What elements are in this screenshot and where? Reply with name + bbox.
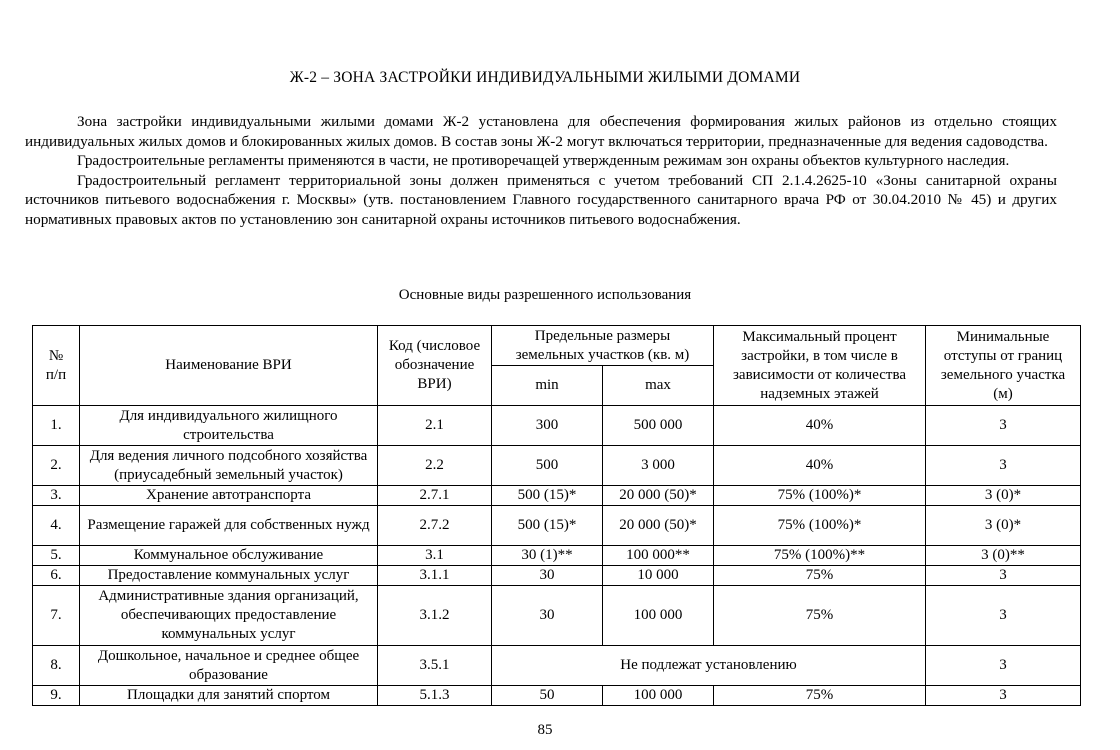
cell-num: 8. <box>33 646 80 686</box>
table-body <box>33 406 1081 706</box>
cell-min: 30 <box>492 566 603 586</box>
cell-max: 20 000 (50)* <box>603 506 714 546</box>
cell-min: 30 (1)** <box>492 546 603 566</box>
table-row <box>33 546 1081 566</box>
cell-code: 3.5.1 <box>378 646 492 686</box>
cell-setback: 3 <box>926 646 1081 686</box>
table-row <box>33 446 1081 486</box>
cell-setback: 3 (0)* <box>926 486 1081 506</box>
cell-name: Для ведения личного подсобного хозяйства (приусадебный земельный участок) <box>80 446 378 486</box>
cell-setback: 3 (0)* <box>926 506 1081 546</box>
header-min: min <box>492 366 603 406</box>
cell-name: Размещение гаражей для собственных нужд <box>80 506 378 546</box>
cell-min: 50 <box>492 686 603 706</box>
cell-percent: 75% <box>714 686 926 706</box>
cell-name: Административные здания организаций, обеспечивающих предоставление коммунальных услуг <box>80 586 378 646</box>
cell-num: 1. <box>33 406 80 446</box>
cell-code: 3.1.1 <box>378 566 492 586</box>
cell-code: 2.7.2 <box>378 506 492 546</box>
cell-percent: 75% (100%)** <box>714 546 926 566</box>
cell-num: 5. <box>33 546 80 566</box>
cell-percent: 75% <box>714 566 926 586</box>
header-percent: Максимальный процент застройки, в том числе в зависимости от количества надземных этажей <box>714 326 926 406</box>
header-code: Код (числовое обозначение ВРИ) <box>378 326 492 406</box>
cell-max: 100 000** <box>603 546 714 566</box>
cell-min: 500 (15)* <box>492 486 603 506</box>
cell-code: 2.7.1 <box>378 486 492 506</box>
cell-percent: 75% <box>714 586 926 646</box>
cell-code: 2.2 <box>378 446 492 486</box>
cell-max: 3 000 <box>603 446 714 486</box>
cell-setback: 3 <box>926 586 1081 646</box>
cell-max: 500 000 <box>603 406 714 446</box>
cell-name: Предоставление коммунальных услуг <box>80 566 378 586</box>
permitted-use-table <box>32 325 1081 706</box>
table-title: Основные виды разрешенного использования <box>398 287 692 303</box>
header-sizes: Предельные размеры земельных участков (кв. м) <box>492 326 714 366</box>
page-title: Ж-2 – ЗОНА ЗАСТРОЙКИ ИНДИВИДУАЛЬНЫМИ ЖИЛЫМИ ДОМАМИ <box>289 69 801 86</box>
page-number: 85 <box>537 722 553 738</box>
cell-name: Для индивидуального жилищного строительства <box>80 406 378 446</box>
cell-min: 30 <box>492 586 603 646</box>
cell-name: Коммунальное обслуживание <box>80 546 378 566</box>
cell-max: 100 000 <box>603 686 714 706</box>
cell-num: 7. <box>33 586 80 646</box>
intro-text <box>25 112 1057 230</box>
table-row <box>33 646 1081 686</box>
cell-num: 6. <box>33 566 80 586</box>
table-row <box>33 506 1081 546</box>
header-num: № п/п <box>33 326 80 406</box>
header-name: Наименование ВРИ <box>80 326 378 406</box>
table-row <box>33 586 1081 646</box>
cell-num: 2. <box>33 446 80 486</box>
paragraph-3: Градостроительный регламент территориальной зоны должен применяться с учетом требований СП 2.1.4.2625-10 «Зоны санитарной охраны источников питьевого водоснабжения г. Москвы» (утв. постановлением Главного государственного санитарного врача РФ от 30.04.2010 № 45) и других нормативных правовых актов по установлению зон санитарной охраны источников питьевого водоснабжения. <box>25 171 1057 228</box>
cell-setback: 3 <box>926 406 1081 446</box>
paragraph-2: Градостроительные регламенты применяются в части, не противоречащей утвержденным режимам зон охраны объектов культурного наследия. <box>77 152 1010 170</box>
cell-min: 300 <box>492 406 603 446</box>
table-row <box>33 566 1081 586</box>
cell-code: 3.1.2 <box>378 586 492 646</box>
cell-code: 5.1.3 <box>378 686 492 706</box>
cell-setback: 3 <box>926 446 1081 486</box>
cell-name: Площадки для занятий спортом <box>80 686 378 706</box>
table-row <box>33 406 1081 446</box>
cell-name: Дошкольное, начальное и среднее общее образование <box>80 646 378 686</box>
cell-percent: 40% <box>714 446 926 486</box>
cell-code: 3.1 <box>378 546 492 566</box>
cell-percent: 75% (100%)* <box>714 486 926 506</box>
cell-setback: 3 <box>926 686 1081 706</box>
paragraph-1: Зона застройки индивидуальными жилыми домами Ж-2 установлена для обеспечения формирования жилых районов из отдельно стоящих индивидуальных жилых домов и блокированных жилых домов. В состав зоны Ж-2 могут включаться территории, предназначенные для ведения садоводства. <box>25 113 1057 150</box>
cell-max: 100 000 <box>603 586 714 646</box>
table-row <box>33 686 1081 706</box>
cell-num: 4. <box>33 506 80 546</box>
cell-min: 500 <box>492 446 603 486</box>
cell-setback: 3 (0)** <box>926 546 1081 566</box>
cell-setback: 3 <box>926 566 1081 586</box>
cell-min: 500 (15)* <box>492 506 603 546</box>
header-max: max <box>603 366 714 406</box>
cell-merged: Не подлежат установлению <box>492 646 926 686</box>
cell-max: 10 000 <box>603 566 714 586</box>
cell-max: 20 000 (50)* <box>603 486 714 506</box>
cell-percent: 75% (100%)* <box>714 506 926 546</box>
cell-percent: 40% <box>714 406 926 446</box>
cell-num: 9. <box>33 686 80 706</box>
table-row <box>33 486 1081 506</box>
cell-code: 2.1 <box>378 406 492 446</box>
cell-name: Хранение автотранспорта <box>80 486 378 506</box>
cell-num: 3. <box>33 486 80 506</box>
header-setback: Минимальные отступы от границ земельного участка (м) <box>926 326 1081 406</box>
